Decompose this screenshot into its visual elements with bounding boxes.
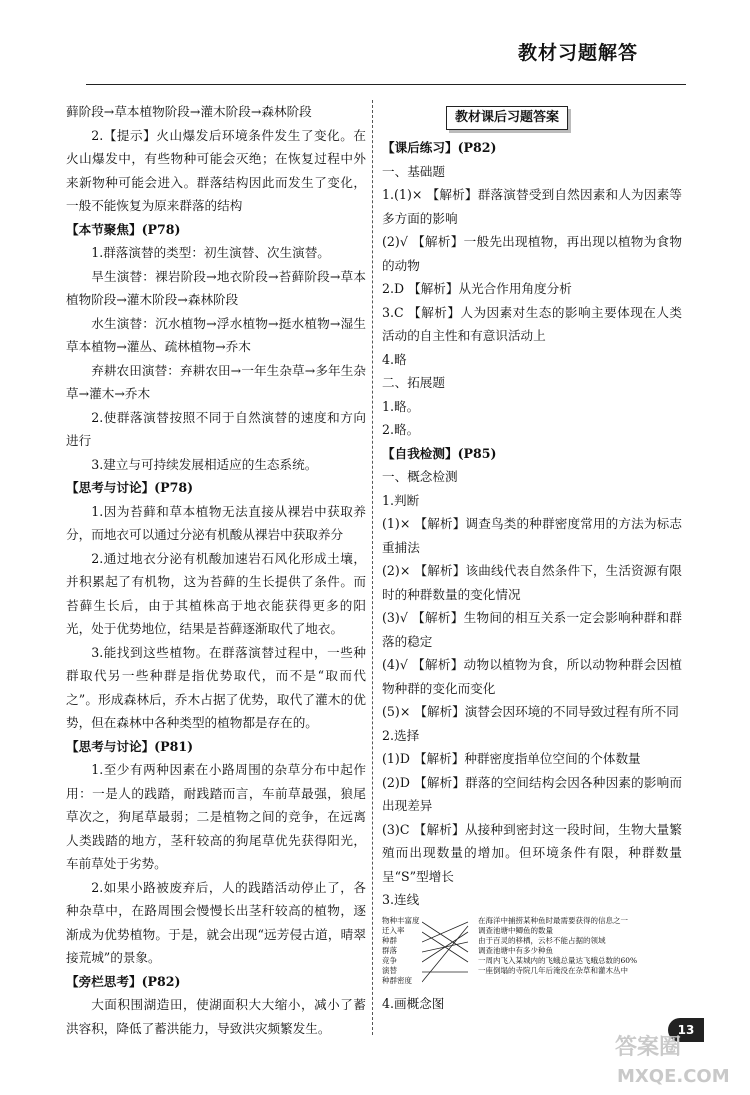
match-left-item: 迁入率 xyxy=(382,925,405,935)
match-right-item: 由于百灵的移栖，云杉不能占据的领域 xyxy=(478,935,606,945)
right-line: 1.判断 xyxy=(382,492,420,508)
left-line: 2.【提示】火山爆发后环境条件发生了变化。在火山爆发中，有些物种可能会灭绝；在恢复过程中外来新物种可能会进入。群落结构因此而发生了变化，一般不能恢复为原来群落的结构 xyxy=(66,127,366,213)
right-line: 2.略。 xyxy=(382,422,420,437)
right-line: 3.连线 xyxy=(382,892,420,907)
right-line: 2.选择 xyxy=(382,727,420,743)
match-lines xyxy=(422,918,472,988)
right-line: (1)D 【解析】种群密度指单位空间的个体数量 xyxy=(382,751,641,766)
match-right-item: 一座倒塌的寺院几年后淹没在杂草和灌木丛中 xyxy=(478,965,628,975)
section-heading: 【本节聚焦】(P78) xyxy=(66,221,181,237)
right-line: (5)× 【解析】演替会因环境的不同导致过程有所不同 xyxy=(382,704,679,719)
right-line: (2)D 【解析】群落的空间结构会因各种因素的影响而出现差异 xyxy=(382,774,682,813)
left-line: 藓阶段→草本植物阶段→灌木阶段→森林阶段 xyxy=(66,104,312,119)
page-header-title: 教材习题解答 xyxy=(518,42,639,64)
right-line: 3.C 【解析】人为因素对生态的影响主要体现在人类活动的自主性和有意识活动上 xyxy=(382,304,682,343)
right-line: 4.画概念图 xyxy=(382,995,445,1011)
right-line: (3)C 【解析】从接种到密封这一段时间，生物大量繁殖而出现数量的增加。但环境条件有限，种群数量呈“S”型增长 xyxy=(382,821,682,884)
column-divider xyxy=(372,100,373,1035)
page-number: 13 xyxy=(668,1018,704,1042)
match-left-item: 物种丰富度 xyxy=(382,915,420,925)
right-line: 2.D 【解析】从光合作用角度分析 xyxy=(382,281,572,296)
right-line: (3)√ 【解析】生物间的相互关系一定会影响种群和群落的稳定 xyxy=(382,610,682,649)
right-line: 一、概念检测 xyxy=(382,469,458,484)
right-line: (2)√ 【解析】一般先出现植物，再出现以植物为食物的动物 xyxy=(382,234,682,273)
right-line: 1.(1)× 【解析】群落演替受到自然因素和人为因素等多方面的影响 xyxy=(382,187,682,226)
right-column xyxy=(382,100,682,1015)
section-heading: 【思考与讨论】(P78) xyxy=(66,480,194,495)
left-line: 水生演替：沉水植物→浮水植物→挺水植物→湿生草本植物→灌丛、疏林植物→乔木 xyxy=(66,315,366,354)
left-line: 2.如果小路被废弃后，人的践踏活动停止了，各种杂草中，在路周围会慢慢长出茎秆较高的植物，逐渐成为优势植物。于是，就会出现“远芳侵古道，晴翠接荒城”的景象。 xyxy=(66,879,366,965)
left-line: 1.群落演替的类型：初生演替、次生演替。 xyxy=(91,245,330,260)
left-line: 大面积围湖造田，使湖面积大大缩小，减小了蓄洪容积，降低了蓄洪能力，导致洪灾频繁发生。 xyxy=(66,997,366,1036)
left-line: 1.因为苔藓和草本植物无法直接从裸岩中获取养分，而地衣可以通过分泌有机酸从裸岩中获取养分 xyxy=(66,503,366,542)
matching-diagram xyxy=(382,916,682,986)
right-line: 4.略 xyxy=(382,351,407,367)
match-right-item: 一周内飞入某城内的飞蛾总量达飞蛾总数的60% xyxy=(478,955,638,965)
right-line: 1.略。 xyxy=(382,398,420,414)
section-heading: 【思考与讨论】(P81) xyxy=(66,738,194,754)
left-line: 2.使群落演替按照不同于自然演替的速度和方向进行 xyxy=(66,409,366,448)
match-left-item: 种群密度 xyxy=(382,975,412,985)
match-line xyxy=(422,922,468,952)
match-left-item: 演替 xyxy=(382,965,397,975)
match-left-item: 种群 xyxy=(382,935,397,945)
section-heading: 【自我检测】(P85) xyxy=(382,445,497,461)
left-line: 1.至少有两种因素在小路周围的杂草分布中起作用：一是人的践踏，耐践踏而言，车前草最强，狼尾草次之，狗尾草最弱；二是植物之间的竞争，在远离人类践踏的地方，茎秆较高的狗尾草优先获得阳光，车前草处于劣势。 xyxy=(66,762,366,871)
right-line: (4)√ 【解析】动物以植物为食，所以动物种群会因植物种群的变化而变化 xyxy=(382,657,682,696)
answers-box-title: 教材课后习题答案 xyxy=(446,106,568,130)
left-line: 旱生演替：裸岩阶段→地衣阶段→苔藓阶段→草本植物阶段→灌木阶段→森林阶段 xyxy=(66,268,366,307)
match-line xyxy=(422,926,468,982)
right-line: 二、拓展题 xyxy=(382,375,445,390)
match-line xyxy=(422,922,468,942)
right-line: (1)× 【解析】调查鸟类的种群密度常用的方法为标志重捕法 xyxy=(382,516,682,555)
header-rule xyxy=(86,84,686,85)
match-right-item: 调查池塘中有多少种鱼 xyxy=(478,945,553,955)
left-column xyxy=(66,100,366,1040)
match-right-item: 调查池塘中鲫鱼的数量 xyxy=(478,925,553,935)
left-line: 2.通过地衣分泌有机酸加速岩石风化形成土壤，并积累起了有机物，这为苔藓的生长提供了条件。而苔藓生长后，由于其植株高于地衣能获得更多的阳光，处于优势地位，结果是苔藓逐渐取代了地衣。 xyxy=(66,550,366,636)
watermark-text: 答案圈 xyxy=(615,1035,682,1060)
left-line: 弃耕农田演替：弃耕农田→一年生杂草→多年生杂草→灌木→乔木 xyxy=(66,362,366,401)
section-heading: 【旁栏思考】(P82) xyxy=(66,973,181,989)
left-line: 3.能找到这些植物。在群落演替过程中，一些种群取代另一些种群是指优势取代，而不是“取而代之”。形成森林后，乔木占据了优势，取代了灌木的优势，但在森林中各种类型的植物都是存在的。 xyxy=(66,644,366,730)
left-line: 3.建立与可持续发展相适应的生态系统。 xyxy=(91,456,318,472)
match-right-item: 在海洋中捕捞某种鱼时最需要获得的信息之一 xyxy=(478,915,628,925)
match-left-list xyxy=(382,916,426,986)
match-left-item: 竞争 xyxy=(382,955,397,965)
watermark-url: MXQE.COM xyxy=(617,1066,730,1087)
right-line: 一、基础题 xyxy=(382,163,445,179)
match-left-item: 群落 xyxy=(382,945,397,955)
section-heading: 【课后练习】(P82) xyxy=(382,140,497,155)
right-line: (2)× 【解析】该曲线代表自然条件下，生活资源有限时的种群数量的变化情况 xyxy=(382,563,682,602)
